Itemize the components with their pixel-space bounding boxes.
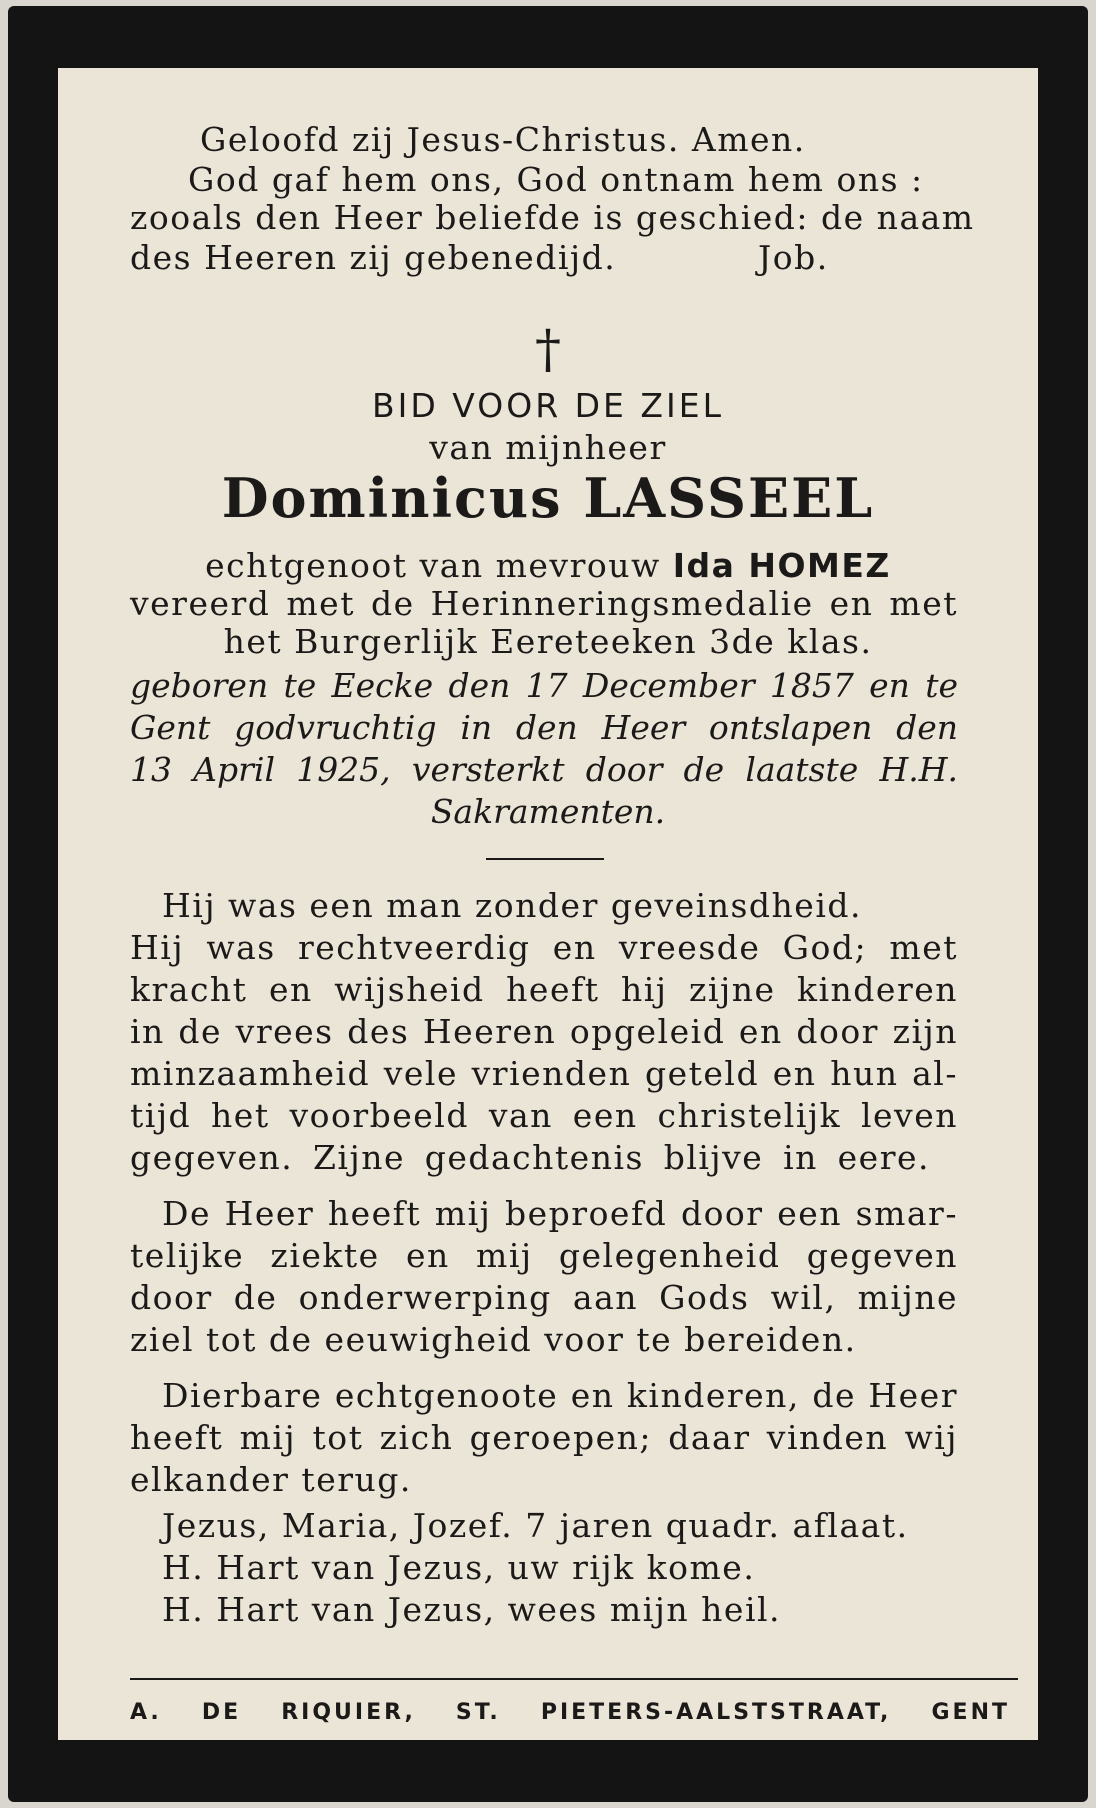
verse-line-3: zooals den Heer beliefde is geschied: de naam xyxy=(130,198,975,237)
text-p2-line-3: door de onderwerping aan Gods wil, mijne xyxy=(130,1278,958,1317)
card-paper xyxy=(58,68,1038,1740)
text-p1-line-6: tijd het voorbeeld van een christelijk leven xyxy=(130,1096,958,1135)
prayer-line-1: Jezus, Maria, Jozef. 7 jaren quadr. aflaat. xyxy=(162,1506,909,1545)
cross-icon: † xyxy=(535,320,561,380)
prayer-line-3: H. Hart van Jezus, wees mijn heil. xyxy=(162,1590,782,1629)
birth-death-line-2: Gent godvruchtig in den Heer ontslapen den xyxy=(130,708,958,747)
deceased-name: Dominicus LASSEEL xyxy=(221,466,875,530)
verse-line-2: God gaf hem ons, God ontnam hem ons : xyxy=(188,160,924,199)
prayer-line-2: H. Hart van Jezus, uw rijk kome. xyxy=(162,1548,756,1587)
birth-death-line-1: geboren te Eecke den 17 December 1857 en te xyxy=(130,666,958,705)
text-p3-line-1: Dierbare echtgenoote en kinderen, de Heer xyxy=(162,1376,958,1415)
verse-line-1: Geloofd zij Jesus-Christus. Amen. xyxy=(200,120,806,159)
text-p1-line-1: Hij was een man zonder geveinsdheid. xyxy=(162,886,862,925)
text-p3-line-3: elkander terug. xyxy=(130,1460,412,1499)
text-p1-line-3: kracht en wijsheid heeft hij zijne kinderen xyxy=(130,970,958,1009)
verse-reference: Job. xyxy=(758,238,829,277)
text-p2-line-1: De Heer heeft mij beproefd door een smar- xyxy=(162,1194,958,1233)
birth-death-line-4: Sakramenten. xyxy=(430,792,666,831)
memorial-card xyxy=(8,6,1088,1802)
text-p1-line-5: minzaamheid vele vrienden geteld en hun al- xyxy=(130,1054,958,1093)
birth-death-line-3: 13 April 1925, versterkt door de laatste H.H. xyxy=(130,750,958,789)
text-p1-line-2: Hij was rechtveerdig en vreesde God; met xyxy=(130,928,958,967)
divider-short xyxy=(486,858,604,860)
text-p2-line-4: ziel tot de eeuwigheid voor te bereiden. xyxy=(130,1320,857,1359)
van-mijnheer: van mijnheer xyxy=(429,428,667,467)
text-p1-line-4: in de vrees des Heeren opgeleid en door zijn xyxy=(130,1012,958,1051)
text-p2-line-2: telijke ziekte en mij gelegenheid gegeven xyxy=(130,1236,958,1275)
verse-line-4: des Heeren zij gebenedijd. xyxy=(130,238,617,277)
text-p3-line-2: heeft mij tot zich geroepen; daar vinden wij xyxy=(130,1418,958,1457)
spouse-prefix: echtgenoot van mevrouw xyxy=(205,546,661,585)
honours-line-2: het Burgerlijk Eereteeken 3de klas. xyxy=(223,622,873,661)
printer-imprint: A. DE RIQUIER, ST. PIETERS-AALSTSTRAAT, GENT xyxy=(130,1700,1010,1725)
pray-heading: BID VOOR DE ZIEL xyxy=(372,386,724,425)
spouse-name: Ida HOMEZ xyxy=(672,546,891,585)
divider-long xyxy=(130,1678,1018,1680)
spouse-line xyxy=(58,546,1038,585)
text-p1-line-7: gegeven. Zijne gedachtenis blijve in eere. xyxy=(130,1138,930,1177)
honours-line-1: vereerd met de Herinneringsmedalie en met xyxy=(130,584,958,623)
